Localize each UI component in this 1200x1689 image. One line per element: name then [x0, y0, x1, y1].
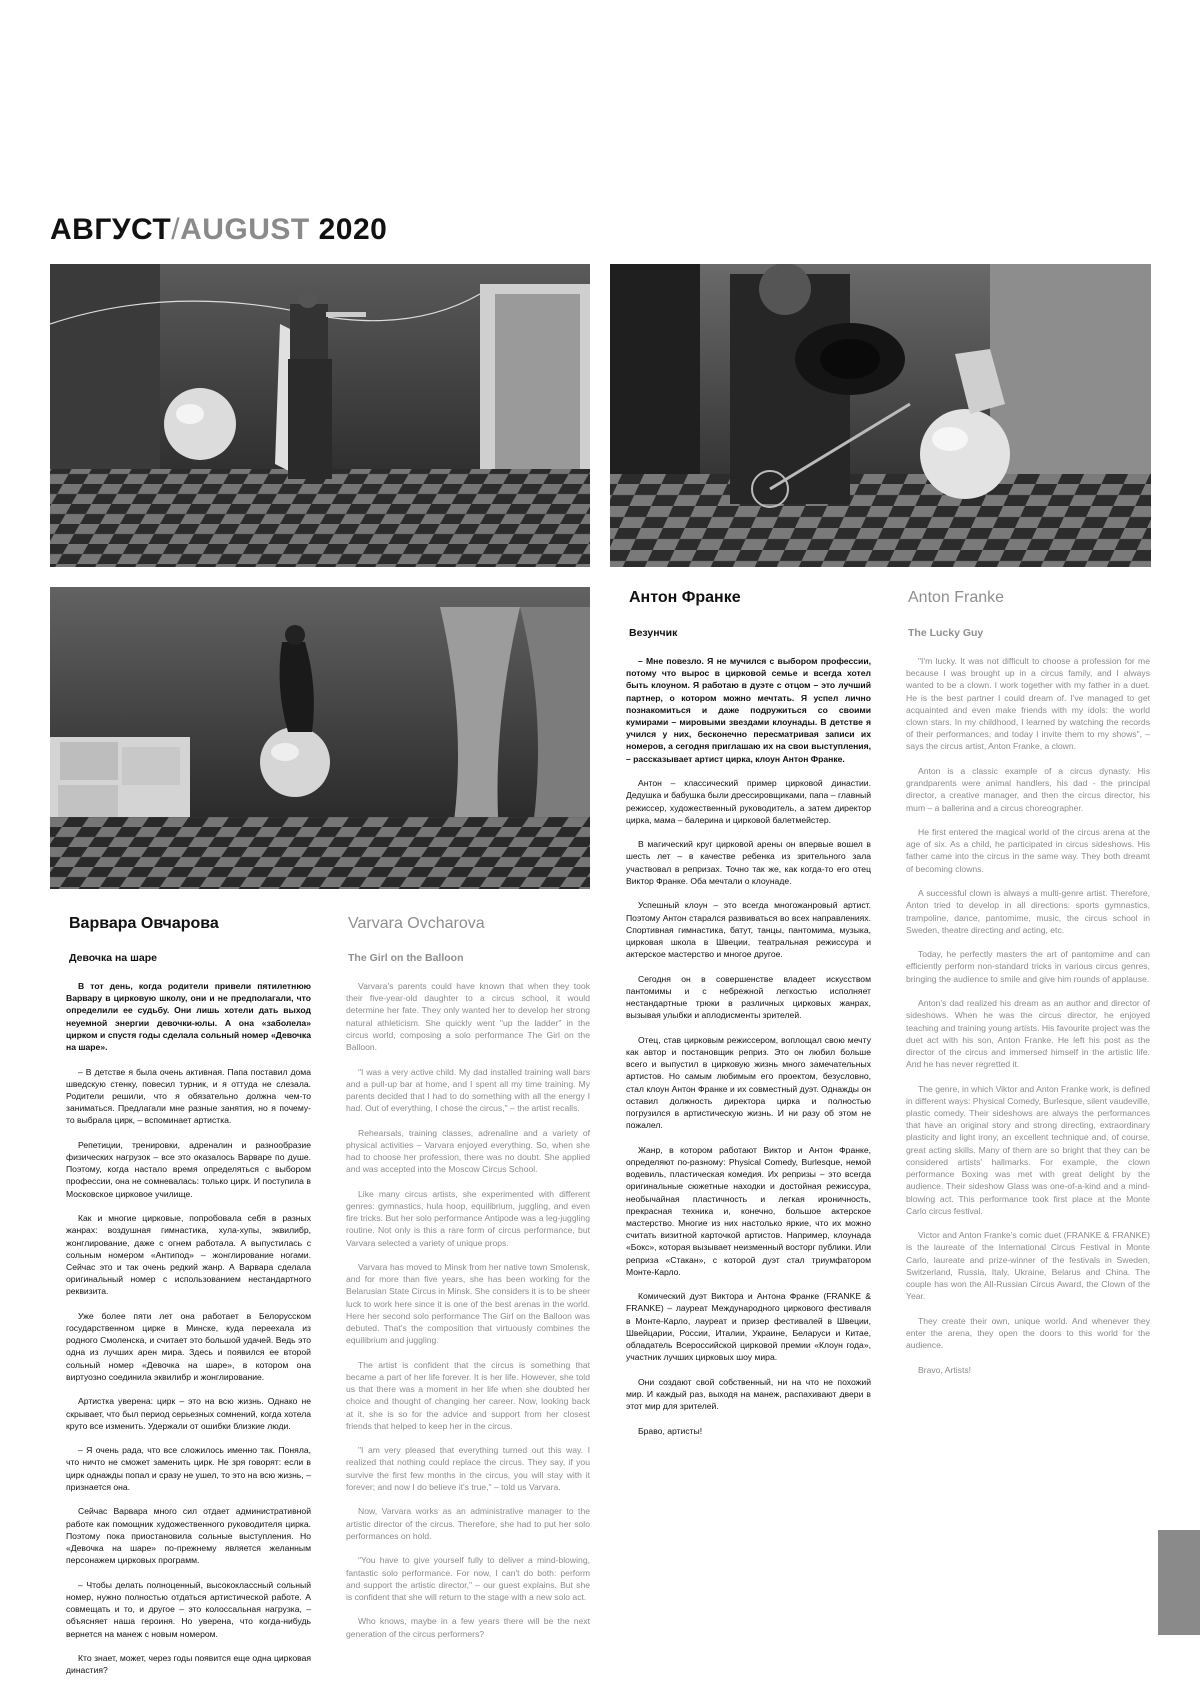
anton-article-ru [626, 655, 871, 1449]
varvara-name-ru: Варвара Овчарова [69, 915, 219, 932]
article-paragraph: Антон – классический пример цирковой династии. Дедушка и бабушка были дрессировщиками, папа – главный режиссер, художественный руководитель, а затем директор цирка, мама – балерина и цирковой балетмейстер. [626, 778, 871, 825]
varvara-name-en: Varvara Ovcharova [348, 915, 485, 932]
article-paragraph: "I was a very active child. My dad installed training wall bars and a pull-up bar at home, and I spent all my time training. My parents decided that I had to do something with all the energy I had. Out of everything, I chose the circus," – the artist recalls. [346, 1066, 590, 1114]
article-paragraph: Varvara has moved to Minsk from her native town Smolensk, and for more than five years, she has been working for the Belarusian State Circus in Minsk. She considers it is to be sheer luck to work here since it is one of the best arenas in the world. Here her second solo performance The Girl on the Balloon was debuted. That's the composition that virtuously combines the equilibrium and juggling. [346, 1262, 590, 1346]
masthead-year: 2020 [318, 213, 388, 246]
article-paragraph: Now, Varvara works as an administrative manager to the artistic director of the circus. Therefore, she had to put her solo performances on hold. [346, 1506, 590, 1541]
article-paragraph: Anton is a classic example of a circus dynasty. His grandparents were animal handlers, his dad - the principal director, a creative manager, and then the circus director, his mum – a ballerina and a circus choreographer. [906, 765, 1150, 813]
article-paragraph: Rehearsals, training classes, adrenaline and a variety of physical activities – Varvara enjoyed everything. So, when she had to choose her profession, there was no doubt. She applied and was accepted into the Moscow Circus School. [346, 1127, 590, 1175]
article-paragraph: A successful clown is always a multi-genre artist. Therefore, Anton tried to develop in all directions: sports gymnastics, trampoline, dance, pantomime, music, the circus school in Sweden, theatre directing and acting, etc. [906, 888, 1150, 935]
article-paragraph: "I am very pleased that everything turned out this way. I realized that nothing could replace the circus. They say, if you survive the first few months in the circus, you will stay with it forever; and now I do believe it's true," – told us Varvara. [346, 1445, 590, 1492]
anton-article-en [906, 655, 1150, 1388]
varvara-article-en [346, 980, 590, 1652]
article-paragraph: – В детстве я была очень активная. Папа поставил дома шведскую стенку, повесил турник, и я оттуда не слезала. Родители решили, что я обязательно должна чем-то заниматься. Предлагали мне разные занятия, но я почему-то выбрала цирк, – вспоминает артистка. [66, 1066, 311, 1126]
article-paragraph: Who knows, maybe in a few years there will be the next generation of the circus performers? [346, 1616, 590, 1639]
issue-masthead [50, 213, 387, 247]
varvara-subtitle-en: The Girl on the Balloon [348, 952, 464, 964]
article-paragraph: Bravo, Artists! [918, 1364, 972, 1375]
article-paragraph: Артистка уверена: цирк – это на всю жизнь. Однако не скрывает, что был период серьезных сомнений, когда хотела круто все изменить. Удержали от ошибки близкие люди. [66, 1396, 311, 1431]
article-paragraph: Браво, артисты! [638, 1425, 703, 1436]
anton-subtitle-en: The Lucky Guy [908, 627, 984, 639]
article-paragraph: Как и многие цирковые, попробовала себя в разных жанрах: воздушная гимнастика, хула-хупы, эквилибр, жонглирование, даже с огнем работала. А выпустилась с сольным номером «Антипод» – жонглирование ногами. Сейчас это и так очень редкий жанр. А Варвара сделала оригинальный номер с использованием нестандартного реквизита. [66, 1213, 311, 1297]
article-paragraph: "I'm lucky. It was not difficult to choose a profession for me because I was brought up in a circus family, and I always wanted to be a clown. I work together with my father in a duet. He is the best partner I could dream of. I've managed to get acquainted and even make friends with my idols: the world clown stars. In my childhood, I learned by watching the records of their performances, and today I invite them to my shows", – says the circus artist, Anton Franke, a clown. [906, 656, 1150, 752]
anton-lead-ru: – Мне повезло. Я не мучился с выбором профессии, потому что вырос в цирковой семье и всегда хотел быть клоуном. Я работаю в дуэте с отцом – это лучший партнер, о котором можно мечтать. Я успел лично познакомиться и даже подружиться со своими кумирами – мировыми звездами клоунады. В детстве я учился у них, бесконечно пересматривая записи их номеров, а сегодня приглашаю их на свои выступления, – рассказывает артист цирка, клоун Антон Франке. [626, 656, 871, 764]
page-edge-tab [1158, 1530, 1200, 1635]
article-paragraph: Сегодня он в совершенстве владеет искусством пантомимы и с небрежной легкостью исполняет нестандартные трюки в различных цирковых жанрах, вызывая улыбки и аплодисменты зрителей. [626, 973, 871, 1021]
article-paragraph: – Чтобы делать полноценный, высококлассный сольный номер, нужно полностью отдаться артистической работе. А совмещать и то, и другое – это колоссальная нагрузка, – объясняет наша героиня. Но уверена, что когда-нибудь вернется на манеж с новым номером. [66, 1579, 311, 1639]
masthead-separator: / [171, 213, 181, 246]
article-paragraph: The genre, in which Viktor and Anton Franke work, is defined in different ways: Physical Comedy, Burlesque, silent vaudeville, plastic comedy. Their sideshows are always the performances that have an original story and strong directing, extraordinary plasticity and light irony, an excellent technique and, of course, great acting skills. Many of them are so bright that they can be considered artists' hallmarks. For example, the clown performance Boxing was met with great delight by the audience. Their sideshow Glass was one-of-a-kind and a mind-blowing act. This performance took first place at the Monte Carlo circus festival. [906, 1083, 1150, 1216]
article-paragraph: Успешный клоун – это всегда многожанровый артист. Поэтому Антон старался развиваться во всех направлениях. Спортивная гимнастика, батут, танцы, пантомима, музыка, цирковая школа в Швеции, театральная режиссура и актерское мастерство и многое другое. [626, 900, 871, 960]
article-paragraph: Today, he perfectly masters the art of pantomime and can efficiently perform non-standard tricks in various circus genres, bringing the audience to smile and give him rounds of applause. [906, 949, 1150, 984]
article-paragraph: Они создают свой собственный, ни на что не похожий мир. И каждый раз, выходя на манеж, распахивают двери в этот мир для зрителей. [626, 1376, 871, 1412]
article-paragraph: Комический дуэт Виктора и Антона Франке (FRANKE & FRANKE) – лауреат Международного циркового фестиваля в Монте-Карло, лауреат и призер фестивалей в Швеции, Швейцарии, России, Италии, Украине, Беларуси и Китае, обладатель Всероссийской цирковой премии «Клоун года», участник лучших цирковых шоу мира. [626, 1291, 871, 1363]
article-paragraph: В магический круг цирковой арены он впервые вошел в шесть лет – в качестве ребенка из зрительного зала участвовал в репризах. Точно так же, как когда-то его отец Виктор Франке. Оба мечтали о клоунаде. [626, 839, 871, 886]
article-paragraph: "You have to give yourself fully to deliver a mind-blowing, fantastic solo performance. For now, I can't do both: perform and support the artistic director," – our guest explains. But she is confident that she will return to the stage with a new solo act. [346, 1555, 590, 1602]
article-paragraph: They create their own, unique world. And whenever they enter the arena, they open the doors to this world for the audience. [906, 1315, 1150, 1351]
article-paragraph: Сейчас Варвара много сил отдает административной работе как помощник художественного руководителя цирка. Поэтому пока приостановила сольные выступления. Но «Девочка на шаре» по-прежнему является желанным персонажем цирковых программ. [66, 1506, 311, 1566]
varvara-article-ru [66, 980, 311, 1689]
article-paragraph: Victor and Anton Franke's comic duet (FRANKE & FRANKE) is the laureate of the International Circus Festival in Monte Carlo, laureate and prize-winner of the festivals in Sweden, Switzerland, Russia, Italy, Ukraine, Belarus and China. The couple has won the All-Russian Circus Award, the Clown of the Year. [906, 1230, 1150, 1302]
article-paragraph: Уже более пяти лет она работает в Белорусском государственном цирке в Минске, куда переехала из родного Смоленска, и считает это большой удачей. Ведь это одна из лучших арен мира. Здесь и появился ее второй сольный номер «Девочка на шаре», в котором она виртуозно соединила эквилибр и жонглирование. [66, 1310, 311, 1382]
article-paragraph: He first entered the magical world of the circus arena at the age of six. As a child, he participated in circus sideshows. His father came into the circus in the same way. They both dreamt of becoming clowns. [906, 827, 1150, 874]
varvara-subtitle-ru: Девочка на шаре [69, 952, 157, 964]
article-paragraph: Репетиции, тренировки, адреналин и разнообразие физических нагрузок – все это оказалось Варваре по душе. Поэтому, когда настало время определяться с выбором профессии, она не сомневалась: только цирк. И поступила в Московское цирковое училище. [66, 1139, 311, 1199]
masthead-month-en: AUGUST [180, 213, 310, 246]
article-paragraph: Anton's dad realized his dream as an author and director of sideshows. When he was the circus director, he enjoyed teaching and training young artists. His favourite project was the duet act with his son, Anton Franke. He left his post as the director of the circus and immersed himself in the artistic life. And he has never regretted it. [906, 998, 1150, 1070]
article-paragraph: Varvara's parents could have known that when they took their five-year-old daughter to a circus school, it would determine her fate. They only wanted her to develop her strong natural athleticism. She quickly went "up the ladder" in the circus world, composing a solo performance The Girl on the Balloon. [346, 981, 590, 1053]
photo-girl-on-balloon-icon [50, 587, 590, 889]
anton-name-ru: Антон Франке [629, 589, 741, 606]
masthead-month-ru: АВГУСТ [50, 213, 172, 246]
varvara-lead-ru: В тот день, когда родители привели пятилетнюю Варвару в цирковую школу, они и не предполагали, что определили ее судьбу. Они лишь хотели дать выход неуемной энергии девочки-юлы. А она «заболела» цирком и спустя годы сделала сольный номер «Девочка на шаре». [66, 981, 311, 1053]
article-paragraph: Жанр, в котором работают Виктор и Антон Франке, определяют по-разному: Physical Comedy, Burlesque, немой водевиль, пластическая комедия. Их репризы – это всегда оригинальные сюжетные находки и достойная режиссура, необычайная пластичность и легкая ироничность, прекрасная техника и, конечно, большое актерское мастерство. Многие из них настолько яркие, что их можно считать визитной карточкой артистов. Например, клоунада «Бокс», которая вызывает неизменный восторг публики. Или реприза «Стакан», с которой дуэт стал триумфатором Монте-Карло. [626, 1144, 871, 1277]
article-paragraph: The artist is confident that the circus is something that became a part of her life forever. It is her life. However, she told us that there was a moment in her life when she doubted her choice and thought of changing her career. Now, looking back at it, she is so for the advice and support from her closest friends that helped to keep her in the circus. [346, 1359, 590, 1431]
photo-clown-trumpet-acrobat-icon [50, 264, 590, 567]
anton-subtitle-ru: Везунчик [629, 627, 678, 639]
photo-clown-hat-balloon-icon [610, 264, 1151, 567]
article-paragraph: Like many circus artists, she experimented with different genres: gymnastics, hula hoop, equilibrium, juggling, and even fire tricks. But her solo performance Antipode was a leg-juggling routine. Not only is this a rare form of circus performance, but Varvara selected a variety of unique props. [346, 1188, 590, 1248]
anton-name-en: Anton Franke [908, 589, 1005, 606]
article-paragraph: – Я очень рада, что все сложилось именно так. Поняла, что ничто не сможет заменить цирк. Не зря говорят: если в цирк однажды попал и сразу не ушел, то это на всю жизнь, – признается она. [66, 1445, 311, 1492]
article-paragraph: Отец, став цирковым режиссером, воплощал свою мечту как автор и постановщик реприз. Это он любил больше всего и выпустил в цирковую жизнь много замечательных артистов. Но самым любимым его проектом, безусловно, стал клоун Антон Франке и их совместный дуэт. Однажды он оставил должность директора цирка и полностью погрузился в артистическую жизнь. И ни разу об этом не пожалел. [626, 1034, 871, 1131]
article-paragraph: Кто знает, может, через годы появится еще одна цирковая династия? [66, 1653, 311, 1676]
